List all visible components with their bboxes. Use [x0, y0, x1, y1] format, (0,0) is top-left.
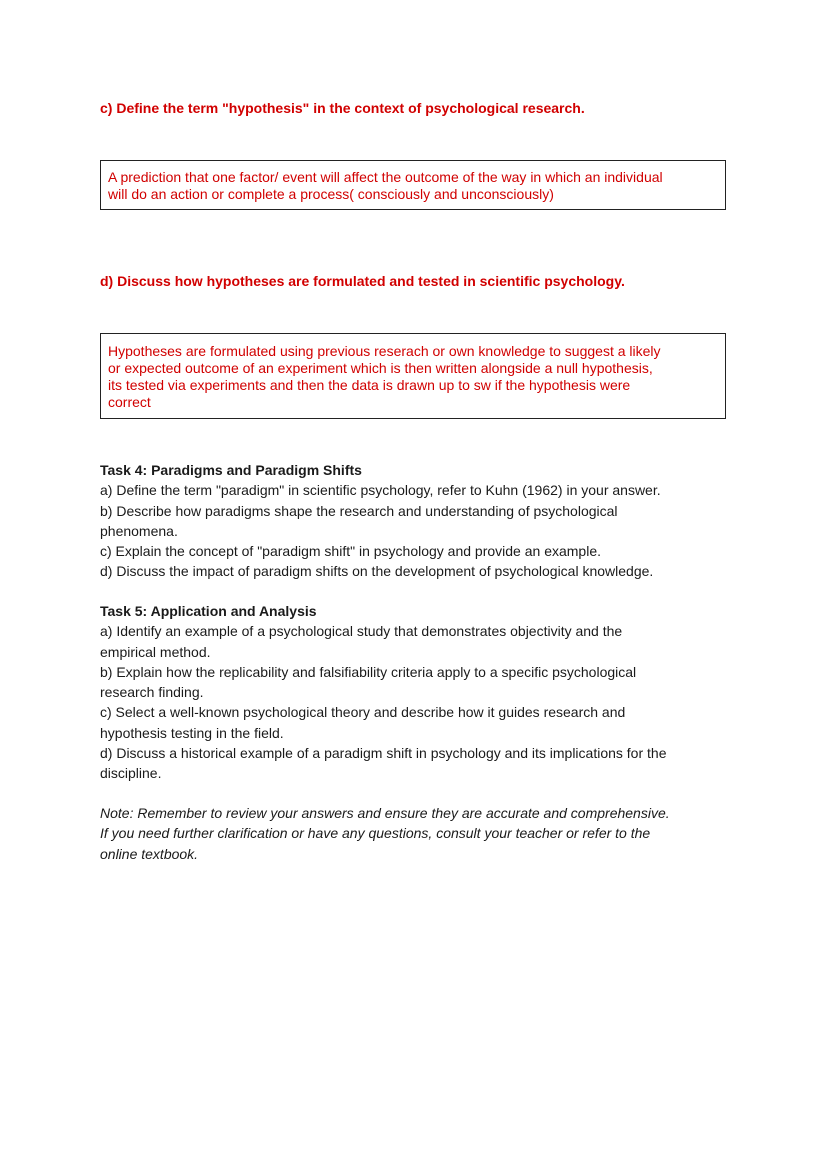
- question-c-answer-box[interactable]: [100, 160, 726, 210]
- task-5-item: hypothesis testing in the field.: [100, 724, 284, 741]
- answer-line: Hypotheses are formulated using previous reserach or own knowledge to suggest a likely: [108, 343, 661, 359]
- task-5-item: d) Discuss a historical example of a paradigm shift in psychology and its implications for the: [100, 745, 667, 762]
- task-4-title: Task 4: Paradigms and Paradigm Shifts: [100, 462, 362, 478]
- task-4-section: [100, 460, 740, 582]
- task-5-item: c) Select a well-known psychological theory and describe how it guides research and: [100, 704, 626, 721]
- task-4-item: d) Discuss the impact of paradigm shifts on the development of psychological knowledge.: [100, 563, 654, 580]
- task-5-title: Task 5: Application and Analysis: [100, 603, 317, 619]
- note-line: Note: Remember to review your answers and ensure they are accurate and comprehensive.: [100, 805, 670, 821]
- answer-line: correct: [108, 394, 151, 410]
- task-5-item: empirical method.: [100, 643, 211, 660]
- question-c-heading: c) Define the term "hypothesis" in the context of psychological research.: [100, 100, 585, 116]
- task-4-item: b) Describe how paradigms shape the research and understanding of psychological: [100, 502, 618, 519]
- task-5-section: [100, 601, 740, 784]
- task-5-item: a) Identify an example of a psychological study that demonstrates objectivity and the: [100, 623, 623, 640]
- answer-line: A prediction that one factor/ event will affect the outcome of the way in which an individual: [108, 169, 663, 185]
- task-4-item: a) Define the term "paradigm" in scientific psychology, refer to Kuhn (1962) in your answer.: [100, 482, 661, 499]
- question-d-answer-box[interactable]: [100, 333, 726, 419]
- task-5-item: b) Explain how the replicability and falsifiability criteria apply to a specific psychological: [100, 663, 637, 680]
- task-4-item: phenomena.: [100, 522, 178, 539]
- task-4-item: c) Explain the concept of "paradigm shift" in psychology and provide an example.: [100, 543, 601, 560]
- closing-note: [100, 803, 670, 864]
- answer-line: will do an action or complete a process( consciously and unconsciously): [108, 186, 554, 202]
- question-d-heading: d) Discuss how hypotheses are formulated and tested in scientific psychology.: [100, 273, 625, 289]
- task-5-item: discipline.: [100, 765, 162, 782]
- note-line: online textbook.: [100, 845, 199, 862]
- answer-line: or expected outcome of an experiment which is then written alongside a null hypothesis,: [108, 360, 653, 376]
- task-5-item: research finding.: [100, 684, 204, 701]
- answer-line: its tested via experiments and then the data is drawn up to sw if the hypothesis were: [108, 377, 631, 393]
- note-line: If you need further clarification or have any questions, consult your teacher or refer to the: [100, 825, 651, 842]
